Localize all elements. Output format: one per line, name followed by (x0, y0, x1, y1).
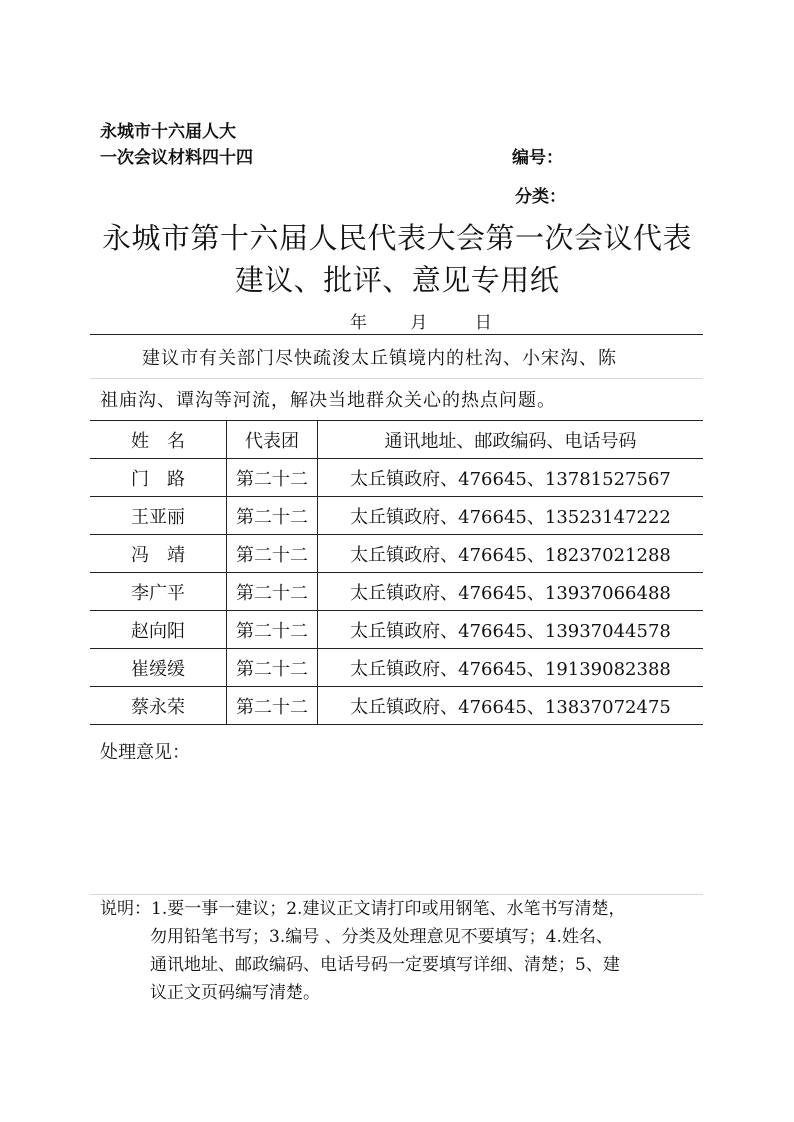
cell-contact: 太丘镇政府、476645、18237021288 (318, 535, 704, 573)
notes-line-4: 议正文页码编写清楚。 (150, 983, 320, 1003)
cell-name: 冯 靖 (90, 535, 227, 573)
header-delegation: 代表团 (227, 421, 318, 459)
cell-name: 赵向阳 (90, 611, 227, 649)
cell-contact: 太丘镇政府、476645、19139082388 (318, 649, 704, 687)
table-row (90, 535, 703, 573)
cell-delegation: 第二十二 (227, 649, 318, 687)
category-label: 分类： (515, 187, 566, 207)
table-header-row (90, 421, 703, 459)
representatives-table (90, 420, 703, 725)
cell-contact: 太丘镇政府、476645、13781527567 (318, 459, 704, 497)
cell-delegation: 第二十二 (227, 497, 318, 535)
number-label: 编号： (512, 148, 563, 168)
cell-name: 蔡永荣 (90, 687, 227, 725)
cell-contact: 太丘镇政府、476645、13523147222 (318, 497, 704, 535)
cell-delegation: 第二十二 (227, 535, 318, 573)
header-contact: 通讯地址、邮政编码、电话号码 (318, 421, 704, 459)
header-name: 姓 名 (90, 421, 227, 459)
opinion-label: 处理意见： (100, 742, 190, 763)
cell-name: 崔缓缓 (90, 649, 227, 687)
cell-delegation: 第二十二 (227, 687, 318, 725)
date-row (350, 308, 492, 333)
content-line-1: 建议市有关部门尽快疏浚太丘镇境内的杜沟、小宋沟、陈 (142, 348, 617, 369)
table-row (90, 459, 703, 497)
notes-line-1: 说明：1.要一事一建议；2.建议正文请打印或用钢笔、水笔书写清楚， (100, 899, 626, 919)
cell-delegation: 第二十二 (227, 459, 318, 497)
org-line-2: 一次会议材料四十四 (100, 148, 253, 168)
cell-name: 王亚丽 (90, 497, 227, 535)
top-rule (90, 334, 703, 335)
cell-name: 门 路 (90, 459, 227, 497)
cell-contact: 太丘镇政府、476645、13937044578 (318, 611, 704, 649)
notes-line-3: 通讯地址、邮政编码、电话号码一定要填写详细、清楚；5、建 (150, 955, 620, 975)
table-row (90, 687, 703, 725)
title-line-1: 永城市第十六届人民代表大会第一次会议代表 (101, 221, 692, 255)
cell-name: 李广平 (90, 573, 227, 611)
notes-line-2: 勿用铅笔书写；3.编号 、分类及处理意见不要填写；4.姓名、 (150, 927, 613, 947)
cell-contact: 太丘镇政府、476645、13837072475 (318, 687, 704, 725)
cell-delegation: 第二十二 (227, 573, 318, 611)
table-row (90, 497, 703, 535)
org-line-1: 永城市十六届人大 (100, 122, 236, 142)
table-row (90, 611, 703, 649)
title-line-2: 建议、批评、意见专用纸 (234, 263, 560, 297)
date-year: 年 (350, 313, 367, 333)
date-month: 月 (410, 313, 428, 333)
content-line-2: 祖庙沟、谭沟等河流，解决当地群众关心的热点问题。 (100, 390, 556, 411)
date-day: 日 (474, 313, 492, 333)
table-row (90, 649, 703, 687)
cell-delegation: 第二十二 (227, 611, 318, 649)
table-row (90, 573, 703, 611)
notes-block (100, 895, 700, 1007)
content-divider (90, 378, 703, 379)
cell-contact: 太丘镇政府、476645、13937066488 (318, 573, 704, 611)
